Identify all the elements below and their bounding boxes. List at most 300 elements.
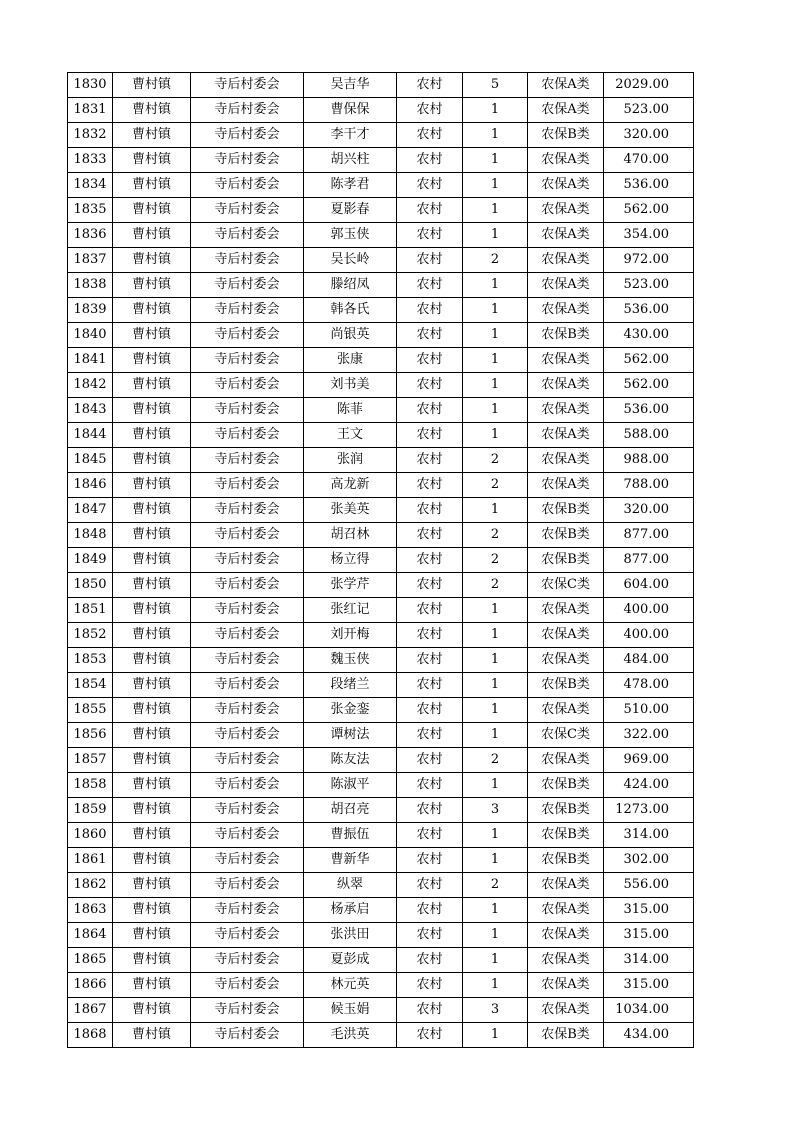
amount-cell: 322.00 [604, 723, 694, 748]
table-row [68, 823, 694, 848]
table-row [68, 73, 694, 98]
town-cell: 曹村镇 [113, 173, 191, 198]
village-committee-cell: 寺后村委会 [191, 248, 304, 273]
village-committee-cell: 寺后村委会 [191, 998, 304, 1023]
row-index-cell: 1844 [68, 423, 113, 448]
town-cell: 曹村镇 [113, 873, 191, 898]
row-index-cell: 1845 [68, 448, 113, 473]
row-index-cell: 1858 [68, 773, 113, 798]
table-row [68, 723, 694, 748]
area-type-cell: 农村 [397, 523, 463, 548]
area-type-cell: 农村 [397, 273, 463, 298]
amount-cell: 400.00 [604, 598, 694, 623]
town-cell: 曹村镇 [113, 823, 191, 848]
insurance-category-cell: 农保B类 [528, 548, 604, 573]
table-row [68, 223, 694, 248]
name-cell: 毛洪英 [304, 1023, 397, 1048]
amount-cell: 536.00 [604, 398, 694, 423]
table-row [68, 348, 694, 373]
insurance-category-cell: 农保A类 [528, 423, 604, 448]
row-index-cell: 1832 [68, 123, 113, 148]
household-count-cell: 1 [463, 673, 528, 698]
village-committee-cell: 寺后村委会 [191, 948, 304, 973]
area-type-cell: 农村 [397, 123, 463, 148]
town-cell: 曹村镇 [113, 73, 191, 98]
table-row [68, 873, 694, 898]
name-cell: 王文 [304, 423, 397, 448]
insurance-category-cell: 农保B类 [528, 823, 604, 848]
row-index-cell: 1847 [68, 498, 113, 523]
household-count-cell: 1 [463, 848, 528, 873]
area-type-cell: 农村 [397, 948, 463, 973]
area-type-cell: 农村 [397, 98, 463, 123]
table-row [68, 798, 694, 823]
insurance-category-cell: 农保B类 [528, 773, 604, 798]
table-row [68, 448, 694, 473]
village-committee-cell: 寺后村委会 [191, 923, 304, 948]
household-count-cell: 3 [463, 998, 528, 1023]
insurance-category-cell: 农保B类 [528, 673, 604, 698]
household-count-cell: 1 [463, 973, 528, 998]
household-count-cell: 2 [463, 748, 528, 773]
name-cell: 夏彭成 [304, 948, 397, 973]
household-count-cell: 1 [463, 223, 528, 248]
amount-cell: 2029.00 [604, 73, 694, 98]
amount-cell: 877.00 [604, 548, 694, 573]
name-cell: 杨承启 [304, 898, 397, 923]
table-row [68, 398, 694, 423]
insurance-category-cell: 农保A类 [528, 998, 604, 1023]
area-type-cell: 农村 [397, 573, 463, 598]
amount-cell: 562.00 [604, 198, 694, 223]
village-committee-cell: 寺后村委会 [191, 823, 304, 848]
table-row [68, 848, 694, 873]
row-index-cell: 1851 [68, 598, 113, 623]
insurance-category-cell: 农保A类 [528, 373, 604, 398]
area-type-cell: 农村 [397, 623, 463, 648]
amount-cell: 478.00 [604, 673, 694, 698]
amount-cell: 562.00 [604, 373, 694, 398]
name-cell: 曹振伍 [304, 823, 397, 848]
row-index-cell: 1856 [68, 723, 113, 748]
town-cell: 曹村镇 [113, 448, 191, 473]
amount-cell: 556.00 [604, 873, 694, 898]
table-row [68, 898, 694, 923]
town-cell: 曹村镇 [113, 423, 191, 448]
name-cell: 张美英 [304, 498, 397, 523]
amount-cell: 302.00 [604, 848, 694, 873]
insurance-category-cell: 农保A类 [528, 973, 604, 998]
table-row [68, 948, 694, 973]
amount-cell: 430.00 [604, 323, 694, 348]
table-row [68, 548, 694, 573]
insurance-category-cell: 农保A类 [528, 598, 604, 623]
area-type-cell: 农村 [397, 748, 463, 773]
village-committee-cell: 寺后村委会 [191, 148, 304, 173]
name-cell: 曹保保 [304, 98, 397, 123]
row-index-cell: 1854 [68, 673, 113, 698]
town-cell: 曹村镇 [113, 773, 191, 798]
village-committee-cell: 寺后村委会 [191, 98, 304, 123]
village-committee-cell: 寺后村委会 [191, 298, 304, 323]
village-committee-cell: 寺后村委会 [191, 398, 304, 423]
town-cell: 曹村镇 [113, 573, 191, 598]
insurance-category-cell: 农保A类 [528, 298, 604, 323]
table-row [68, 423, 694, 448]
household-count-cell: 1 [463, 148, 528, 173]
household-count-cell: 1 [463, 373, 528, 398]
amount-cell: 523.00 [604, 273, 694, 298]
village-committee-cell: 寺后村委会 [191, 123, 304, 148]
row-index-cell: 1831 [68, 98, 113, 123]
village-committee-cell: 寺后村委会 [191, 773, 304, 798]
name-cell: 纵翠 [304, 873, 397, 898]
name-cell: 候玉娟 [304, 998, 397, 1023]
insurance-category-cell: 农保A类 [528, 623, 604, 648]
table-row [68, 273, 694, 298]
amount-cell: 988.00 [604, 448, 694, 473]
village-committee-cell: 寺后村委会 [191, 323, 304, 348]
row-index-cell: 1842 [68, 373, 113, 398]
name-cell: 曹新华 [304, 848, 397, 873]
area-type-cell: 农村 [397, 498, 463, 523]
village-committee-cell: 寺后村委会 [191, 973, 304, 998]
town-cell: 曹村镇 [113, 548, 191, 573]
insurance-category-cell: 农保C类 [528, 573, 604, 598]
insurance-category-cell: 农保B类 [528, 848, 604, 873]
name-cell: 刘书美 [304, 373, 397, 398]
village-committee-cell: 寺后村委会 [191, 198, 304, 223]
household-count-cell: 2 [463, 873, 528, 898]
village-committee-cell: 寺后村委会 [191, 73, 304, 98]
amount-cell: 877.00 [604, 523, 694, 548]
table-row [68, 773, 694, 798]
row-index-cell: 1867 [68, 998, 113, 1023]
amount-cell: 604.00 [604, 573, 694, 598]
name-cell: 夏影春 [304, 198, 397, 223]
name-cell: 陈友法 [304, 748, 397, 773]
area-type-cell: 农村 [397, 348, 463, 373]
row-index-cell: 1863 [68, 898, 113, 923]
table-row [68, 523, 694, 548]
insurance-category-cell: 农保B类 [528, 798, 604, 823]
household-count-cell: 2 [463, 523, 528, 548]
table-row [68, 748, 694, 773]
amount-cell: 523.00 [604, 98, 694, 123]
name-cell: 陈淑平 [304, 773, 397, 798]
village-committee-cell: 寺后村委会 [191, 548, 304, 573]
name-cell: 滕绍凤 [304, 273, 397, 298]
name-cell: 魏玉侠 [304, 648, 397, 673]
household-count-cell: 1 [463, 398, 528, 423]
table-row [68, 373, 694, 398]
town-cell: 曹村镇 [113, 648, 191, 673]
row-index-cell: 1866 [68, 973, 113, 998]
amount-cell: 969.00 [604, 748, 694, 773]
area-type-cell: 农村 [397, 548, 463, 573]
name-cell: 李干才 [304, 123, 397, 148]
household-count-cell: 1 [463, 698, 528, 723]
village-committee-cell: 寺后村委会 [191, 448, 304, 473]
town-cell: 曹村镇 [113, 148, 191, 173]
household-count-cell: 1 [463, 198, 528, 223]
area-type-cell: 农村 [397, 398, 463, 423]
name-cell: 胡召林 [304, 523, 397, 548]
village-committee-cell: 寺后村委会 [191, 173, 304, 198]
household-count-cell: 1 [463, 98, 528, 123]
town-cell: 曹村镇 [113, 948, 191, 973]
data-table [67, 72, 694, 1048]
village-committee-cell: 寺后村委会 [191, 623, 304, 648]
insurance-category-cell: 农保A类 [528, 348, 604, 373]
area-type-cell: 农村 [397, 1023, 463, 1048]
household-count-cell: 1 [463, 948, 528, 973]
insurance-category-cell: 农保A类 [528, 173, 604, 198]
name-cell: 张润 [304, 448, 397, 473]
row-index-cell: 1855 [68, 698, 113, 723]
village-committee-cell: 寺后村委会 [191, 598, 304, 623]
insurance-category-cell: 农保C类 [528, 723, 604, 748]
town-cell: 曹村镇 [113, 1023, 191, 1048]
village-committee-cell: 寺后村委会 [191, 798, 304, 823]
name-cell: 陈孝君 [304, 173, 397, 198]
town-cell: 曹村镇 [113, 698, 191, 723]
insurance-category-cell: 农保A类 [528, 748, 604, 773]
household-count-cell: 2 [463, 548, 528, 573]
village-committee-cell: 寺后村委会 [191, 423, 304, 448]
household-count-cell: 1 [463, 723, 528, 748]
table-row [68, 498, 694, 523]
table-row [68, 923, 694, 948]
household-count-cell: 3 [463, 798, 528, 823]
row-index-cell: 1835 [68, 198, 113, 223]
row-index-cell: 1860 [68, 823, 113, 848]
household-count-cell: 2 [463, 248, 528, 273]
area-type-cell: 农村 [397, 373, 463, 398]
amount-cell: 536.00 [604, 298, 694, 323]
area-type-cell: 农村 [397, 198, 463, 223]
town-cell: 曹村镇 [113, 123, 191, 148]
table-row [68, 623, 694, 648]
name-cell: 杨立得 [304, 548, 397, 573]
insurance-category-cell: 农保A类 [528, 248, 604, 273]
table-row [68, 198, 694, 223]
household-count-cell: 1 [463, 898, 528, 923]
area-type-cell: 农村 [397, 223, 463, 248]
amount-cell: 434.00 [604, 1023, 694, 1048]
insurance-category-cell: 农保A类 [528, 198, 604, 223]
insurance-category-cell: 农保B类 [528, 498, 604, 523]
household-count-cell: 1 [463, 348, 528, 373]
insurance-category-cell: 农保B类 [528, 323, 604, 348]
amount-cell: 1273.00 [604, 798, 694, 823]
household-count-cell: 1 [463, 648, 528, 673]
row-index-cell: 1865 [68, 948, 113, 973]
name-cell: 陈菲 [304, 398, 397, 423]
amount-cell: 315.00 [604, 923, 694, 948]
name-cell: 刘开梅 [304, 623, 397, 648]
amount-cell: 314.00 [604, 948, 694, 973]
household-count-cell: 1 [463, 598, 528, 623]
town-cell: 曹村镇 [113, 348, 191, 373]
area-type-cell: 农村 [397, 823, 463, 848]
area-type-cell: 农村 [397, 673, 463, 698]
row-index-cell: 1839 [68, 298, 113, 323]
name-cell: 张学芹 [304, 573, 397, 598]
area-type-cell: 农村 [397, 848, 463, 873]
town-cell: 曹村镇 [113, 848, 191, 873]
insurance-category-cell: 农保A类 [528, 698, 604, 723]
row-index-cell: 1836 [68, 223, 113, 248]
area-type-cell: 农村 [397, 698, 463, 723]
row-index-cell: 1837 [68, 248, 113, 273]
amount-cell: 354.00 [604, 223, 694, 248]
area-type-cell: 农村 [397, 298, 463, 323]
town-cell: 曹村镇 [113, 798, 191, 823]
village-committee-cell: 寺后村委会 [191, 523, 304, 548]
insurance-category-cell: 农保A类 [528, 398, 604, 423]
name-cell: 林元英 [304, 973, 397, 998]
village-committee-cell: 寺后村委会 [191, 1023, 304, 1048]
row-index-cell: 1864 [68, 923, 113, 948]
village-committee-cell: 寺后村委会 [191, 573, 304, 598]
insurance-category-cell: 农保B类 [528, 523, 604, 548]
area-type-cell: 农村 [397, 923, 463, 948]
town-cell: 曹村镇 [113, 473, 191, 498]
table-row [68, 648, 694, 673]
row-index-cell: 1861 [68, 848, 113, 873]
name-cell: 张洪田 [304, 923, 397, 948]
village-committee-cell: 寺后村委会 [191, 648, 304, 673]
village-committee-cell: 寺后村委会 [191, 498, 304, 523]
name-cell: 谭树法 [304, 723, 397, 748]
area-type-cell: 农村 [397, 248, 463, 273]
area-type-cell: 农村 [397, 723, 463, 748]
town-cell: 曹村镇 [113, 373, 191, 398]
row-index-cell: 1848 [68, 523, 113, 548]
town-cell: 曹村镇 [113, 248, 191, 273]
village-committee-cell: 寺后村委会 [191, 698, 304, 723]
insurance-category-cell: 农保A类 [528, 98, 604, 123]
amount-cell: 588.00 [604, 423, 694, 448]
area-type-cell: 农村 [397, 648, 463, 673]
area-type-cell: 农村 [397, 148, 463, 173]
amount-cell: 314.00 [604, 823, 694, 848]
name-cell: 张红记 [304, 598, 397, 623]
table-row [68, 248, 694, 273]
insurance-category-cell: 农保A类 [528, 448, 604, 473]
row-index-cell: 1859 [68, 798, 113, 823]
table-row [68, 173, 694, 198]
household-count-cell: 5 [463, 73, 528, 98]
town-cell: 曹村镇 [113, 898, 191, 923]
town-cell: 曹村镇 [113, 973, 191, 998]
amount-cell: 315.00 [604, 898, 694, 923]
town-cell: 曹村镇 [113, 498, 191, 523]
town-cell: 曹村镇 [113, 198, 191, 223]
insurance-category-cell: 农保A类 [528, 873, 604, 898]
name-cell: 高龙新 [304, 473, 397, 498]
insurance-category-cell: 农保A类 [528, 148, 604, 173]
row-index-cell: 1846 [68, 473, 113, 498]
household-count-cell: 1 [463, 773, 528, 798]
row-index-cell: 1841 [68, 348, 113, 373]
area-type-cell: 农村 [397, 323, 463, 348]
area-type-cell: 农村 [397, 173, 463, 198]
town-cell: 曹村镇 [113, 998, 191, 1023]
area-type-cell: 农村 [397, 973, 463, 998]
town-cell: 曹村镇 [113, 273, 191, 298]
town-cell: 曹村镇 [113, 98, 191, 123]
name-cell: 郭玉侠 [304, 223, 397, 248]
row-index-cell: 1850 [68, 573, 113, 598]
table-row [68, 573, 694, 598]
household-count-cell: 2 [463, 473, 528, 498]
name-cell: 吴长岭 [304, 248, 397, 273]
household-count-cell: 1 [463, 1023, 528, 1048]
household-count-cell: 1 [463, 498, 528, 523]
household-count-cell: 1 [463, 273, 528, 298]
area-type-cell: 农村 [397, 423, 463, 448]
amount-cell: 424.00 [604, 773, 694, 798]
area-type-cell: 农村 [397, 798, 463, 823]
village-committee-cell: 寺后村委会 [191, 898, 304, 923]
row-index-cell: 1857 [68, 748, 113, 773]
town-cell: 曹村镇 [113, 298, 191, 323]
area-type-cell: 农村 [397, 473, 463, 498]
row-index-cell: 1833 [68, 148, 113, 173]
row-index-cell: 1830 [68, 73, 113, 98]
name-cell: 胡召亮 [304, 798, 397, 823]
insurance-category-cell: 农保A类 [528, 73, 604, 98]
village-committee-cell: 寺后村委会 [191, 373, 304, 398]
town-cell: 曹村镇 [113, 323, 191, 348]
town-cell: 曹村镇 [113, 673, 191, 698]
row-index-cell: 1834 [68, 173, 113, 198]
household-count-cell: 2 [463, 573, 528, 598]
amount-cell: 536.00 [604, 173, 694, 198]
village-committee-cell: 寺后村委会 [191, 273, 304, 298]
insurance-category-cell: 农保A类 [528, 648, 604, 673]
household-count-cell: 1 [463, 823, 528, 848]
row-index-cell: 1840 [68, 323, 113, 348]
household-count-cell: 2 [463, 448, 528, 473]
row-index-cell: 1853 [68, 648, 113, 673]
amount-cell: 562.00 [604, 348, 694, 373]
table-row [68, 698, 694, 723]
table-row [68, 673, 694, 698]
row-index-cell: 1843 [68, 398, 113, 423]
table-row [68, 98, 694, 123]
village-committee-cell: 寺后村委会 [191, 873, 304, 898]
row-index-cell: 1849 [68, 548, 113, 573]
insurance-category-cell: 农保B类 [528, 123, 604, 148]
household-count-cell: 1 [463, 323, 528, 348]
amount-cell: 320.00 [604, 498, 694, 523]
table-row [68, 473, 694, 498]
village-committee-cell: 寺后村委会 [191, 848, 304, 873]
insurance-category-cell: 农保A类 [528, 273, 604, 298]
village-committee-cell: 寺后村委会 [191, 473, 304, 498]
village-committee-cell: 寺后村委会 [191, 723, 304, 748]
insurance-category-cell: 农保A类 [528, 923, 604, 948]
household-count-cell: 1 [463, 173, 528, 198]
insurance-category-cell: 农保B类 [528, 1023, 604, 1048]
town-cell: 曹村镇 [113, 523, 191, 548]
household-count-cell: 1 [463, 423, 528, 448]
household-count-cell: 1 [463, 298, 528, 323]
town-cell: 曹村镇 [113, 223, 191, 248]
